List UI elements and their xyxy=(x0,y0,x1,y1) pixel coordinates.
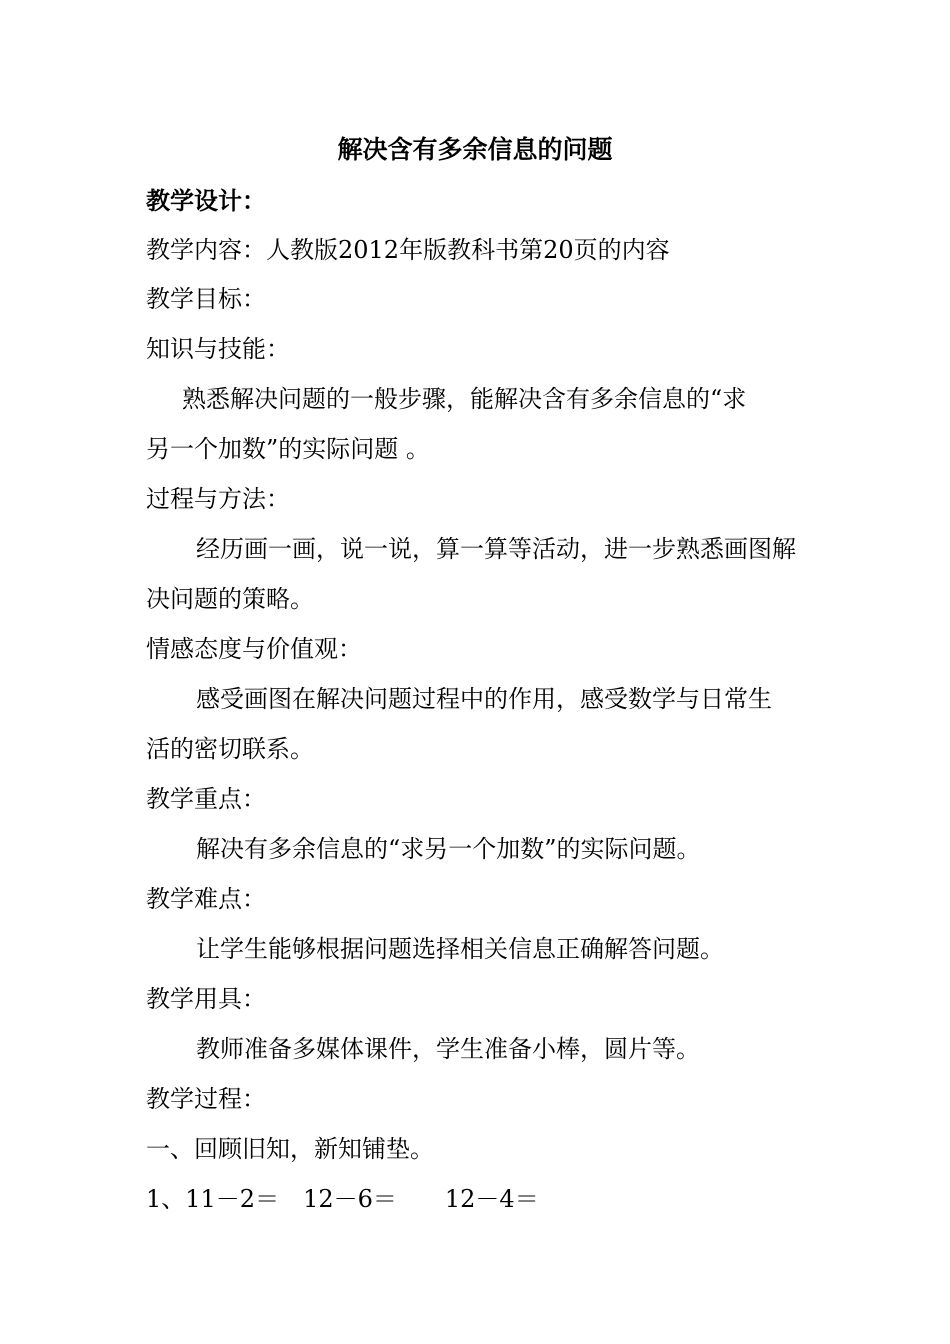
key-heading: 教学重点： xyxy=(146,785,266,813)
emotion-text-line-2: 活的密切联系。 xyxy=(146,735,314,763)
procedure-heading: 教学过程： xyxy=(146,1085,266,1113)
process-heading: 过程与方法： xyxy=(146,485,290,513)
process-text-line-2: 决问题的策略。 xyxy=(146,585,314,613)
knowledge-text-line-1: 熟悉解决问题的一般步骤，能解决含有多余信息的“求 xyxy=(182,385,747,413)
knowledge-heading: 知识与技能： xyxy=(146,335,290,363)
tools-heading: 教学用具： xyxy=(146,985,266,1013)
goals-heading: 教学目标： xyxy=(146,285,266,313)
tools-text: 教师准备多媒体课件，学生准备小棒，圆片等。 xyxy=(196,1035,700,1063)
emotion-text-line-1: 感受画图在解决问题过程中的作用，感受数学与日常生 xyxy=(196,685,772,713)
knowledge-text-line-2: 另一个加数”的实际问题 。 xyxy=(146,435,430,463)
difficulty-heading: 教学难点： xyxy=(146,885,266,913)
section-one-heading: 一、回顾旧知，新知铺垫。 xyxy=(146,1135,434,1163)
content-line: 教学内容：人教版2012年版教科书第20页的内容 xyxy=(146,236,670,264)
design-heading: 教学设计： xyxy=(146,186,266,215)
key-text: 解决有多余信息的“求另一个加数”的实际问题。 xyxy=(196,835,701,863)
process-text-line-1: 经历画一画，说一说，算一算等活动，进一步熟悉画图解 xyxy=(196,535,796,563)
exercise-line-1: 1、11－2＝ 12－6＝ 12－4＝ xyxy=(146,1185,539,1213)
emotion-heading: 情感态度与价值观： xyxy=(146,635,362,663)
document-title: 解决含有多余信息的问题 xyxy=(337,135,613,164)
difficulty-text: 让学生能够根据问题选择相关信息正确解答问题。 xyxy=(196,935,724,963)
